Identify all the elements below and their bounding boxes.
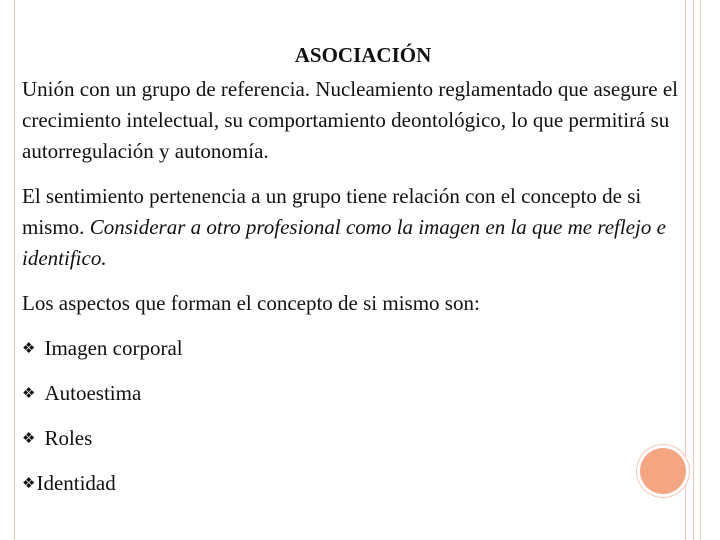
diamond-bullet-icon: ❖: [22, 474, 36, 492]
list-item-imagen-corporal: [22, 333, 682, 364]
list-item-identidad: [22, 468, 682, 499]
slide-content: [22, 74, 682, 513]
list-item-autoestima: [22, 378, 682, 409]
left-border-line: [14, 0, 15, 540]
list-item-label: Autoestima: [44, 381, 142, 405]
right-border-line-1: [685, 0, 686, 540]
list-item-label: Imagen corporal: [44, 336, 183, 360]
paragraph-aspectos: Los aspectos que forman el concepto de si mismo son:: [22, 291, 480, 315]
list-item-roles: [22, 423, 682, 454]
list-item-label: Roles: [44, 426, 93, 450]
diamond-bullet-icon: ❖: [22, 429, 36, 447]
right-border-line-3: [700, 0, 701, 540]
list-item-label: Identidad: [36, 471, 116, 495]
paragraph-pertenencia: [22, 181, 682, 274]
diamond-bullet-icon: ❖: [22, 384, 36, 402]
diamond-bullet-icon: ❖: [22, 339, 36, 357]
paragraph-pertenencia-italic: Considerar a otro profesional como la imagen en la que me reflejo e identifico.: [22, 215, 666, 270]
paragraph-asociacion: Unión con un grupo de referencia. Nucleamiento reglamentado que asegure el crecimiento intelectual, su comportamiento deontológico, lo que permitirá su autorregulación y autonomía.: [22, 77, 678, 163]
right-border-line-2: [693, 0, 694, 540]
slide-title: ASOCIACIÓN: [294, 43, 432, 67]
aspects-list: [22, 333, 682, 499]
paragraph-pertenencia-text: El sentimiento pertenencia a un grupo tiene relación con el concepto de si mismo.: [22, 184, 642, 239]
